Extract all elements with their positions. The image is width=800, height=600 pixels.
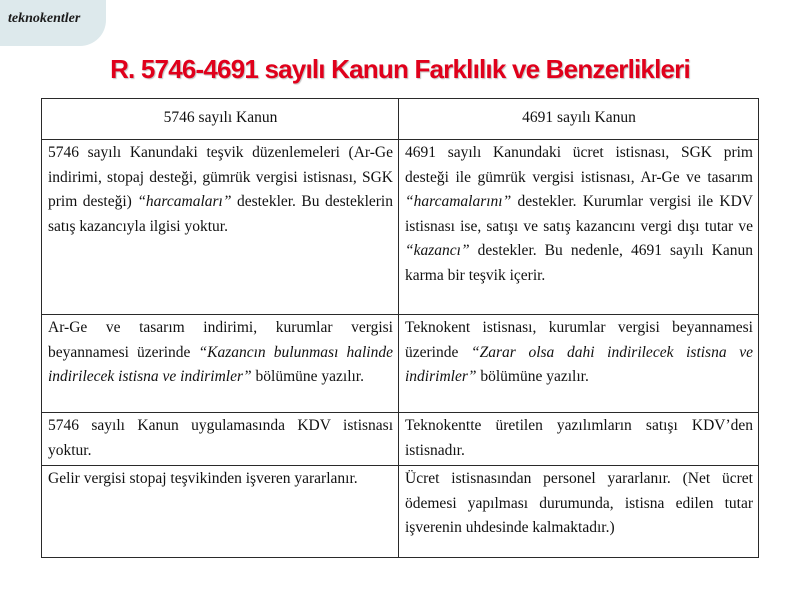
cell-emphasis: “harcamalarını” xyxy=(405,193,512,211)
cell-emphasis: “Zarar olsa dahi indirilecek istisna ve indirimler” xyxy=(405,343,754,386)
cell-text: Teknokent istisnası, kurumlar vergisi beyannamesi üzerinde xyxy=(405,319,753,361)
table-row xyxy=(42,466,759,558)
corner-tab xyxy=(0,0,106,46)
cell-text: bölümüne yazılır. xyxy=(476,368,589,386)
cell-text: destekler. Bu nedenle, 4691 sayılı Kanun karma bir teşvik içerir. xyxy=(405,242,753,284)
cell-5746-withholding: Gelir vergisi stopaj teşvikinden işveren yararlanır. xyxy=(42,466,399,558)
cell-4691-wage-exemption: Ücret istisnasından personel yararlanır. (Net ücret ödemesi yapılması durumunda, istisna edilen tutar işverenin uhdesinde kalmaktadır.) xyxy=(399,466,759,558)
header-5746: 5746 sayılı Kanun xyxy=(42,99,399,140)
cell-4691-vat: Teknokentte üretilen yazılımların satışı KDV’den istisnadır. xyxy=(399,413,759,466)
table-header-row xyxy=(42,99,759,140)
table-row xyxy=(42,413,759,466)
cell-text: 4691 sayılı Kanundaki ücret istisnası, SGK prim desteği ile gümrük vergisi istisnası, Ar-Ge ve tasarım xyxy=(405,144,753,186)
brand-label: teknokentler xyxy=(8,11,81,26)
cell-4691-declaration xyxy=(399,315,759,413)
header-4691: 4691 sayılı Kanun xyxy=(399,99,759,140)
cell-text: 5746 sayılı Kanundaki teşvik düzenlemeleri (Ar-Ge indirimi, stopaj desteği, gümrük vergisi istisnası, SGK prim desteği) xyxy=(48,144,393,211)
slide-title: R. 5746-4691 sayılı Kanun Farklılık ve Benzerlikleri xyxy=(110,54,690,84)
cell-text: destekler. Bu desteklerin satış kazancıyla ilgisi yoktur. xyxy=(48,193,393,235)
cell-5746-incentives xyxy=(42,140,399,315)
cell-4691-incentives xyxy=(399,140,759,315)
comparison-table xyxy=(41,98,759,558)
cell-5746-vat: 5746 sayılı Kanun uygulamasında KDV istisnası yoktur. xyxy=(42,413,399,466)
cell-text: destekler. Kurumlar vergisi ile KDV istisnası ise, satışı ve satış kazancını vergi dışı tutar ve xyxy=(405,193,753,235)
cell-emphasis: “harcamaları” xyxy=(137,193,232,211)
cell-emphasis: “kazancı” xyxy=(405,242,470,260)
cell-emphasis: “Kazancın bulunması halinde indirilecek istisna ve indirimler” xyxy=(48,343,393,386)
table-row xyxy=(42,315,759,413)
table-row xyxy=(42,140,759,315)
cell-5746-declaration xyxy=(42,315,399,413)
cell-text: bölümüne yazılır. xyxy=(251,368,364,386)
cell-text: Ar-Ge ve tasarım indirimi, kurumlar vergisi beyannamesi üzerinde xyxy=(48,319,393,361)
